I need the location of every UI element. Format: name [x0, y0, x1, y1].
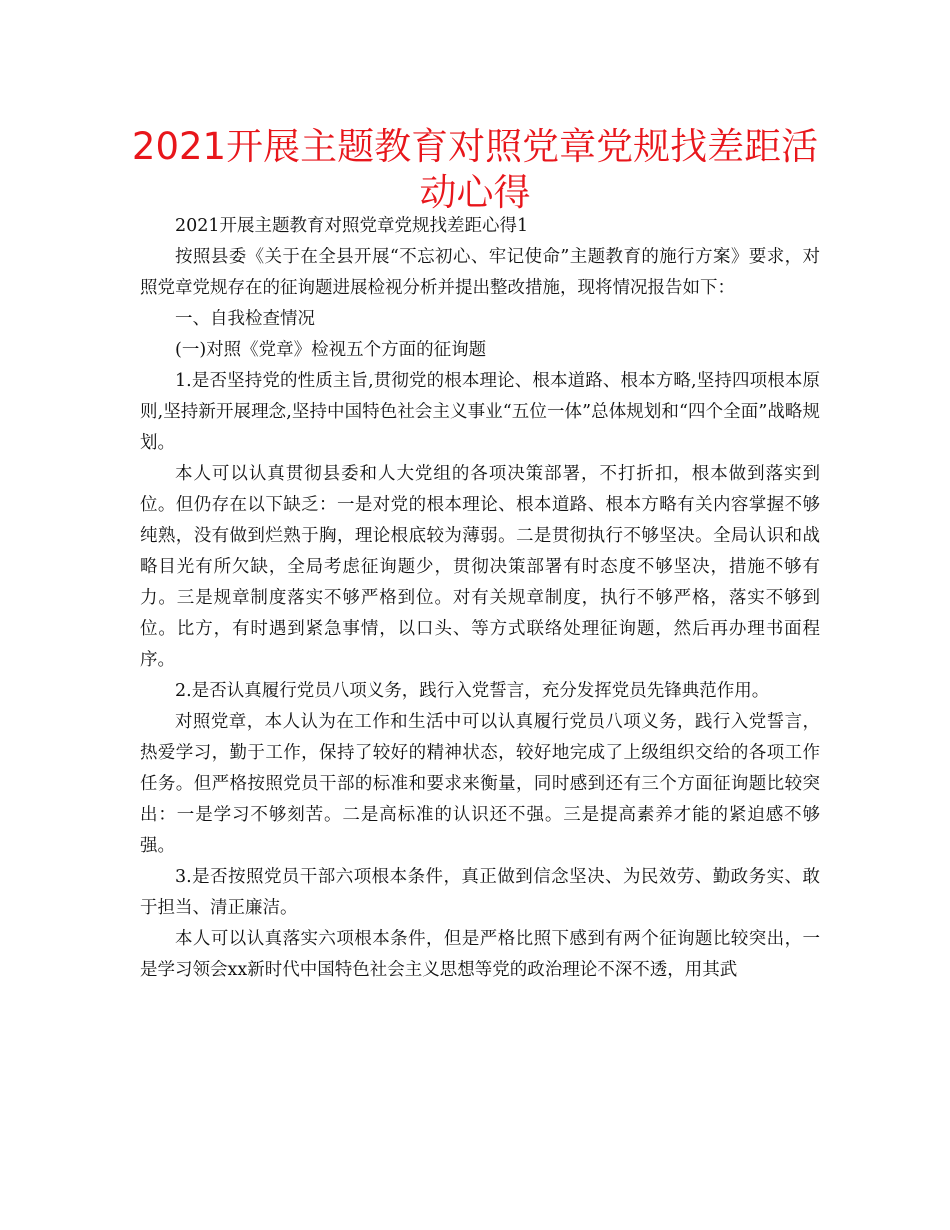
paragraph: 1.是否坚持党的性质主旨,贯彻党的根本理论、根本道路、根本方略,坚持四项根本原则,坚持新开展理念,坚持中国特色社会主义事业“五位一体”总体规划和“四个全面”战略规划。 [140, 371, 820, 453]
paragraph: 一、自我检查情况 [175, 309, 315, 329]
paragraph: (一)对照《党章》检视五个方面的征询题 [175, 340, 487, 360]
paragraph: 2.是否认真履行党员八项义务，践行入党誓言，充分发挥党员先锋典范作用。 [175, 681, 770, 701]
document-title: 2021开展主题教育对照党章党规找差距活动心得 [131, 125, 819, 214]
paragraph: 本人可以认真落实六项根本条件，但是严格比照下感到有两个征询题比较突出，一是学习领会xx新时代中国特色社会主义思想等党的政治理论不深不透，用其武 [140, 929, 820, 980]
paragraph: 本人可以认真贯彻县委和人大党组的各项决策部署，不打折扣，根本做到落实到位。但仍存在以下缺乏：一是对党的根本理论、根本道路、根本方略有关内容掌握不够纯熟，没有做到烂熟于胸，理论根底较为薄弱。二是贯彻执行不够坚决。全局认识和战略目光有所欠缺，全局考虑征询题少，贯彻决策部署有时态度不够坚决，措施不够有力。三是规章制度落实不够严格到位。对有关规章制度，执行不够严格，落实不够到位。比方，有时遇到紧急事情，以口头、等方式联络处理征询题，然后再办理书面程序。 [140, 464, 820, 670]
paragraph: 2021开展主题教育对照党章党规找差距心得1 [175, 216, 529, 236]
document-body [140, 211, 820, 986]
paragraph: 按照县委《关于在全县开展“不忘初心、牢记使命”主题教育的施行方案》要求，对照党章党规存在的征询题进展检视分析并提出整改措施，现将情况报告如下： [140, 247, 820, 298]
paragraph: 3.是否按照党员干部六项根本条件，真正做到信念坚决、为民效劳、勤政务实、敢于担当、清正廉洁。 [140, 867, 820, 918]
paragraph: 对照党章，本人认为在工作和生活中可以认真履行党员八项义务，践行入党誓言，热爱学习，勤于工作，保持了较好的精神状态，较好地完成了上级组织交给的各项工作任务。但严格按照党员干部的标准和要求来衡量，同时感到还有三个方面征询题比较突出：一是学习不够刻苦。二是高标准的认识还不强。三是提高素养才能的紧迫感不够强。 [140, 712, 820, 856]
